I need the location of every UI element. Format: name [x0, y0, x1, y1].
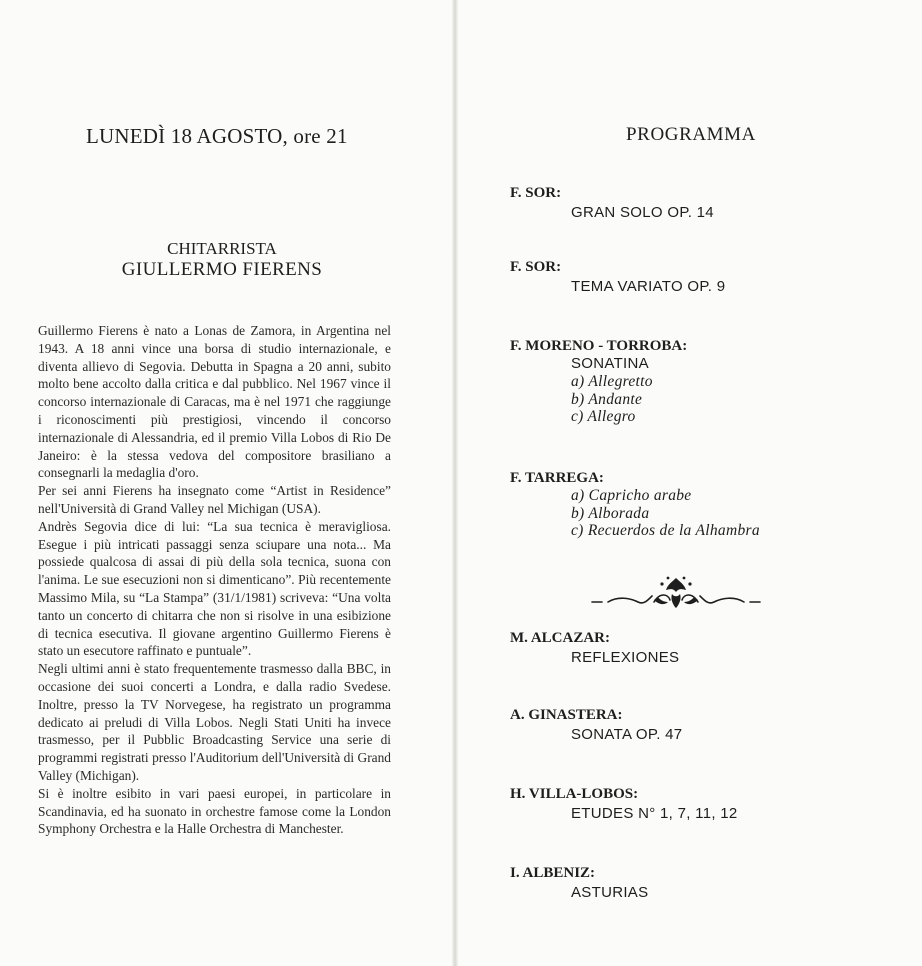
- concert-date-heading: LUNEDÌ 18 AGOSTO, ore 21: [86, 124, 348, 148]
- program-entry: [510, 629, 910, 667]
- program-entry: [510, 337, 910, 426]
- program-title: PROGRAMMA: [626, 124, 756, 145]
- composer-name: I. ALBENIZ:: [510, 865, 596, 881]
- bio-paragraph: Per sei anni Fierens ha insegnato come “Artist in Residence” nell'Università di Grand Valley nel Michigan (USA).: [38, 483, 391, 516]
- composer-name: F. SOR:: [510, 259, 562, 275]
- work-title: REFLEXIONES: [571, 649, 680, 666]
- program-entry: [510, 258, 910, 296]
- right-page: [458, 0, 922, 966]
- movement-title: c) Allegro: [571, 408, 636, 425]
- composer-name: F. MORENO - TORROBA:: [510, 338, 688, 354]
- program-entry: [510, 785, 910, 823]
- work-title: ETUDES N° 1, 7, 11, 12: [571, 805, 738, 822]
- program-entry: [510, 184, 910, 222]
- performer-name: GIULLERMO FIERENS: [121, 259, 323, 280]
- bio-paragraph: Andrès Segovia dice di lui: “La sua tecnica è meravigliosa. Esegue i più intricati passaggi senza sciupare una nota... Ma possiede qualcosa di assai di più della sola tecnica, suona con l'anima. Le sue esecuzioni non si dimenticano”. Più recentemente Massimo Mila, su “La Stampa” (31/1/1981) scriveva: “Una volta tanto un concerto di chitarra che non si risolve in una esibizione di tecnica esecutiva. Il giovane argentino Guillermo Fierens è stato un esecutore raffinato e puntuale”.: [38, 518, 391, 659]
- program-entry: [510, 864, 910, 902]
- composer-name: A. GINASTERA:: [510, 707, 623, 723]
- bio-paragraph: Guillermo Fierens è nato a Lonas de Zamora, in Argentina nel 1943. A 18 anni vince una borsa di studio internazionale, e diventa allievo di Segovia. Debutta in Spagna a 20 anni, subito molto bene accolto dalla critica e dal pubblico. Nel 1967 vince il concorso internazionale di Caracas, ma è nel 1971 che raggiunge i riconoscimenti più prestigiosi, vincendo il concorso internazionale di Alessandria, ed il premio Villa Lobos di Rio De Janeiro: è la stessa vedova del compositore brasiliano a consegnarli la medaglia d'oro.: [38, 323, 391, 481]
- movement-title: b) Andante: [571, 390, 643, 408]
- movement-title: c) Recuerdos de la Alhambra: [571, 522, 760, 539]
- movement-title: b) Alborada: [571, 504, 650, 522]
- bio-paragraph: Si è inoltre esibito in vari paesi europei, in particolare in Scandinavia, ed ha suonato in orchestre famose come la London Symphony Orchestra e la Halle Orchestra di Manchester.: [38, 785, 391, 837]
- composer-name: M. ALCAZAR:: [510, 630, 610, 646]
- work-title: SONATINA: [571, 355, 649, 372]
- work-title: SONATA OP. 47: [571, 726, 683, 743]
- program-entry: [510, 706, 910, 744]
- performer-role: CHITARRISTA: [167, 239, 277, 258]
- program-entry: [510, 469, 910, 540]
- left-page: [0, 0, 452, 966]
- movement-title: a) Allegretto: [571, 373, 653, 390]
- composer-name: F. TARREGA:: [510, 470, 604, 486]
- composer-name: F. SOR:: [510, 185, 562, 201]
- composer-name: H. VILLA-LOBOS:: [510, 786, 639, 802]
- bio-paragraph: Negli ultimi anni è stato frequentemente trasmesso dalla BBC, in occasione dei suoi concerti a Londra, e dalla radio Svedese. Inoltre, presso la TV Norvegese, ha registrato un programma dedicato ai preludi di Villa Lobos. Negli Stati Uniti ha invece trasmesso, per il Pubblic Broadcasting Service una serie di programmi registrati presso l'Auditorium dell'Università di Grand Valley (Michigan).: [38, 661, 391, 783]
- work-title: TEMA VARIATO OP. 9: [571, 278, 726, 295]
- movement-title: a) Capricho arabe: [571, 487, 692, 504]
- fleuron-ornament-icon: [588, 572, 764, 612]
- work-title: GRAN SOLO OP. 14: [571, 204, 714, 221]
- work-title: ASTURIAS: [571, 884, 649, 901]
- biography-text: [38, 322, 391, 838]
